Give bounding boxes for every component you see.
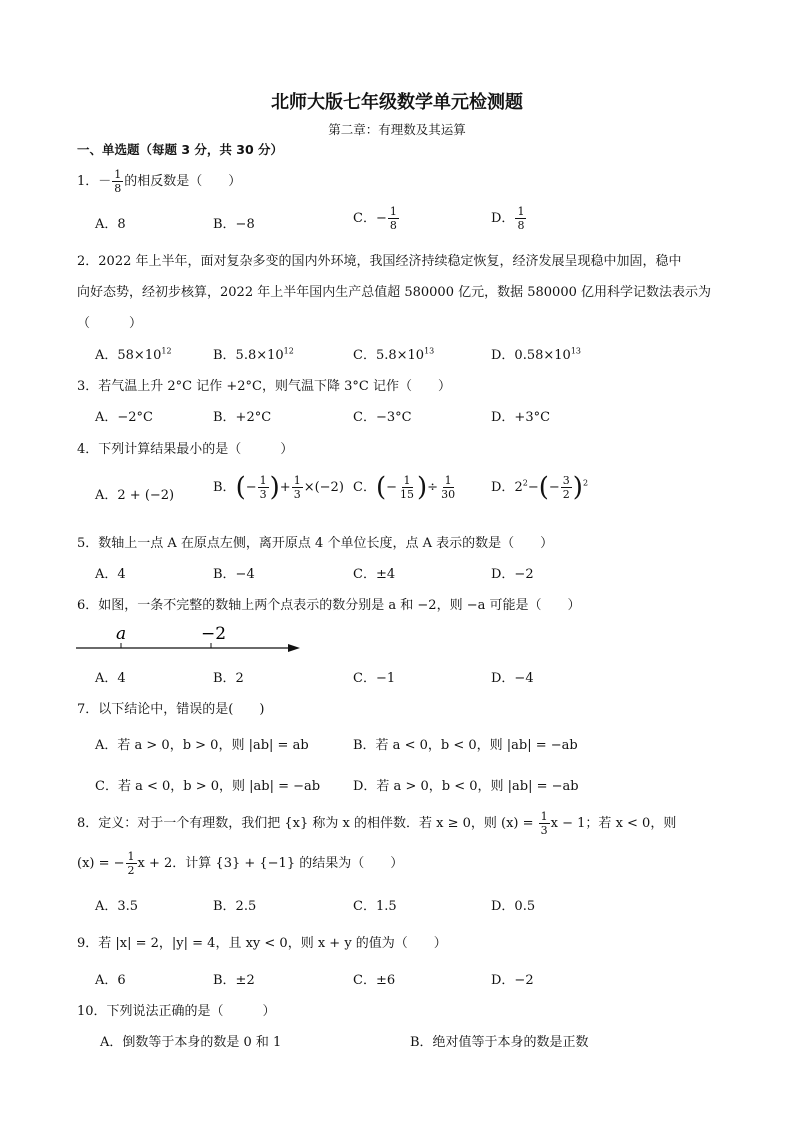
q6-option-b[interactable]: B．2 [213,671,244,686]
question-8-line-2 [77,850,403,877]
question-1 [77,168,241,195]
question-9: 9．若 |x| = 2，|y| = 4，且 xy < 0，则 x + y 的值为（ ） [77,936,447,951]
q2-option-c[interactable] [353,344,434,363]
q3-option-b[interactable]: B．+2°C [213,410,272,425]
fraction [292,474,303,501]
exponent: 12 [283,346,294,356]
minus-sign: − [375,211,387,226]
q10-option-b[interactable]: B．绝对值等于本身的数是正数 [410,1035,589,1050]
option-label: B． [213,480,236,495]
exponent: 2 [582,478,589,488]
q6-option-d[interactable]: D．−4 [491,671,534,686]
numerator: 1 [403,474,411,487]
minus-sign: － [98,174,112,189]
q3-option-c[interactable]: C．−3°C [353,410,412,425]
q7-option-d[interactable]: D．若 a > 0，b < 0，则 |ab| = −ab [353,779,579,794]
fraction [561,474,572,501]
q5-option-c[interactable]: C．±4 [353,567,396,582]
q2-option-b[interactable] [213,344,294,363]
question-2-line-3: （ ） [77,316,143,331]
q4-option-d[interactable]: D．$2^2-(-$ $\frac{3}{2}$ )$^2$ [491,472,589,503]
question-number: 1． [77,174,99,189]
number-line-figure [76,622,300,662]
q1-option-c[interactable] [353,205,400,232]
question-8-line-1 [77,810,676,837]
fraction [258,474,269,501]
q4-option-c[interactable]: C．(− $\frac{1}{15}$ )÷ $\frac{1}{30}$ [353,472,456,503]
base: 2 [514,480,523,495]
q2-option-a[interactable] [95,344,172,363]
question-text: (x) = − [77,856,125,871]
option-text: D．0.58×10 [491,348,571,363]
q7-option-c[interactable]: C．若 a < 0，b > 0，则 |ab| = −ab [95,779,321,794]
fraction [388,205,399,232]
denominator: 2 [562,488,570,501]
exponent: 2 [522,478,528,488]
q2-option-d[interactable] [491,344,581,363]
fraction [515,205,526,232]
q3-option-d[interactable]: D．+3°C [491,410,551,425]
q4-option-b[interactable]: B．(− $\frac{1}{3}$ )+ $\frac{1}{3}$ ×(−2) [213,472,344,503]
label-minus-2: −2 [201,624,227,644]
denominator: 2 [127,864,135,877]
q9-option-a[interactable]: A．6 [95,973,126,988]
option-label: C． [353,211,376,226]
question-text: 8．定义：对于一个有理数，我们把 {x} 称为 x 的相伴数．若 x ≥ 0，则 (x) = [77,816,538,831]
numerator: 3 [562,474,570,487]
question-text: x − 1；若 x < 0，则 [550,816,677,831]
paren: ) [572,472,583,503]
question-text: x + 2．计算 {3} + {−1} 的结果为（ ） [137,856,404,871]
q1-option-d[interactable] [491,205,527,232]
denominator: 3 [293,488,301,501]
option-text: B．5.8×10 [213,348,284,363]
q7-option-b[interactable]: B．若 a < 0，b < 0，则 |ab| = −ab [353,738,578,753]
paren: ( [538,472,549,503]
q9-option-b[interactable]: B．±2 [213,973,255,988]
numerator: 1 [259,474,267,487]
fraction [439,474,457,501]
numerator: 1 [293,474,301,487]
numerator: 1 [444,474,452,487]
question-2-line-2: 向好态势，经初步核算，2022 年上半年国内生产总值超 580000 亿元，数据 580000 亿用科学记数法表示为 [77,285,711,300]
option-text: C．5.8×10 [353,348,425,363]
page-title: 北师大版七年级数学单元检测题 [271,92,523,113]
denominator: 8 [389,219,397,232]
q5-option-b[interactable]: B．−4 [213,567,255,582]
exponent: 13 [570,346,581,356]
question-5: 5．数轴上一点 A 在原点左侧，离开原点 4 个单位长度，点 A 表示的数是（ ） [77,536,554,551]
numerator: 1 [114,168,122,181]
q6-option-a[interactable]: A．4 [95,671,126,686]
q9-option-d[interactable]: D．−2 [491,973,534,988]
fraction [398,474,416,501]
question-text: 的相反数是（ ） [124,174,242,189]
fraction [539,810,550,837]
denominator: 3 [259,488,267,501]
question-10: 10．下列说法正确的是（ ） [77,1004,276,1019]
question-3: 3．若气温上升 2°C 记作 +2°C，则气温下降 3°C 记作（ ） [77,379,451,394]
fraction [126,850,137,877]
label-a: a [116,624,127,644]
q4-option-a[interactable]: A．2 + (−2) [95,488,175,503]
q1-option-a[interactable]: A．8 [95,217,126,232]
paren: ( [235,472,246,503]
q8-option-b[interactable]: B．2.5 [213,899,257,914]
q8-option-c[interactable]: C．1.5 [353,899,397,914]
exponent: 12 [161,346,172,356]
fraction [112,168,123,195]
page-subtitle: 第二章：有理数及其运算 [328,122,466,137]
question-6: 6．如图，一条不完整的数轴上两个点表示的数分别是 a 和 −2，则 −a 可能是（ ） [77,598,581,613]
question-2-line-1: 2．2022 年上半年，面对复杂多变的国内外环境，我国经济持续稳定恢复，经济发展呈现稳中加固，稳中 [77,254,682,269]
q6-option-c[interactable]: C．−1 [353,671,396,686]
q7-option-a[interactable]: A．若 a > 0，b > 0，则 |ab| = ab [95,738,309,753]
q9-option-c[interactable]: C．±6 [353,973,396,988]
option-label: D． [491,211,515,226]
q8-option-d[interactable]: D．0.5 [491,899,536,914]
denominator: 8 [517,219,525,232]
q1-option-b[interactable]: B．−8 [213,217,255,232]
numerator: 1 [389,205,397,218]
q3-option-a[interactable]: A．−2°C [95,410,153,425]
expression-tail: ×(−2) [303,480,344,495]
denominator: 15 [400,488,415,501]
option-label: D． [491,480,515,495]
q5-option-d[interactable]: D．−2 [491,567,534,582]
arrow-head-icon [288,644,300,652]
paren: ) [269,472,280,503]
exponent: 13 [424,346,435,356]
question-7: 7．以下结论中，错误的是( ) [77,702,265,717]
denominator: 8 [114,182,122,195]
question-4: 4．下列计算结果最小的是（ ） [77,442,294,457]
option-text: A．58×10 [95,348,162,363]
q8-option-a[interactable]: A．3.5 [95,899,139,914]
numerator: 1 [540,810,548,823]
section-heading: 一、单选题（每题 3 分，共 30 分） [77,142,284,157]
paren: ) [417,472,428,503]
numerator: 1 [127,850,135,863]
q5-option-a[interactable]: A．4 [95,567,126,582]
option-label: C． [353,480,376,495]
denominator: 30 [441,488,456,501]
numerator: 1 [517,205,525,218]
paren: ( [375,472,387,503]
q10-option-a[interactable]: A．倒数等于本身的数是 0 和 1 [100,1035,282,1050]
denominator: 3 [540,824,548,837]
